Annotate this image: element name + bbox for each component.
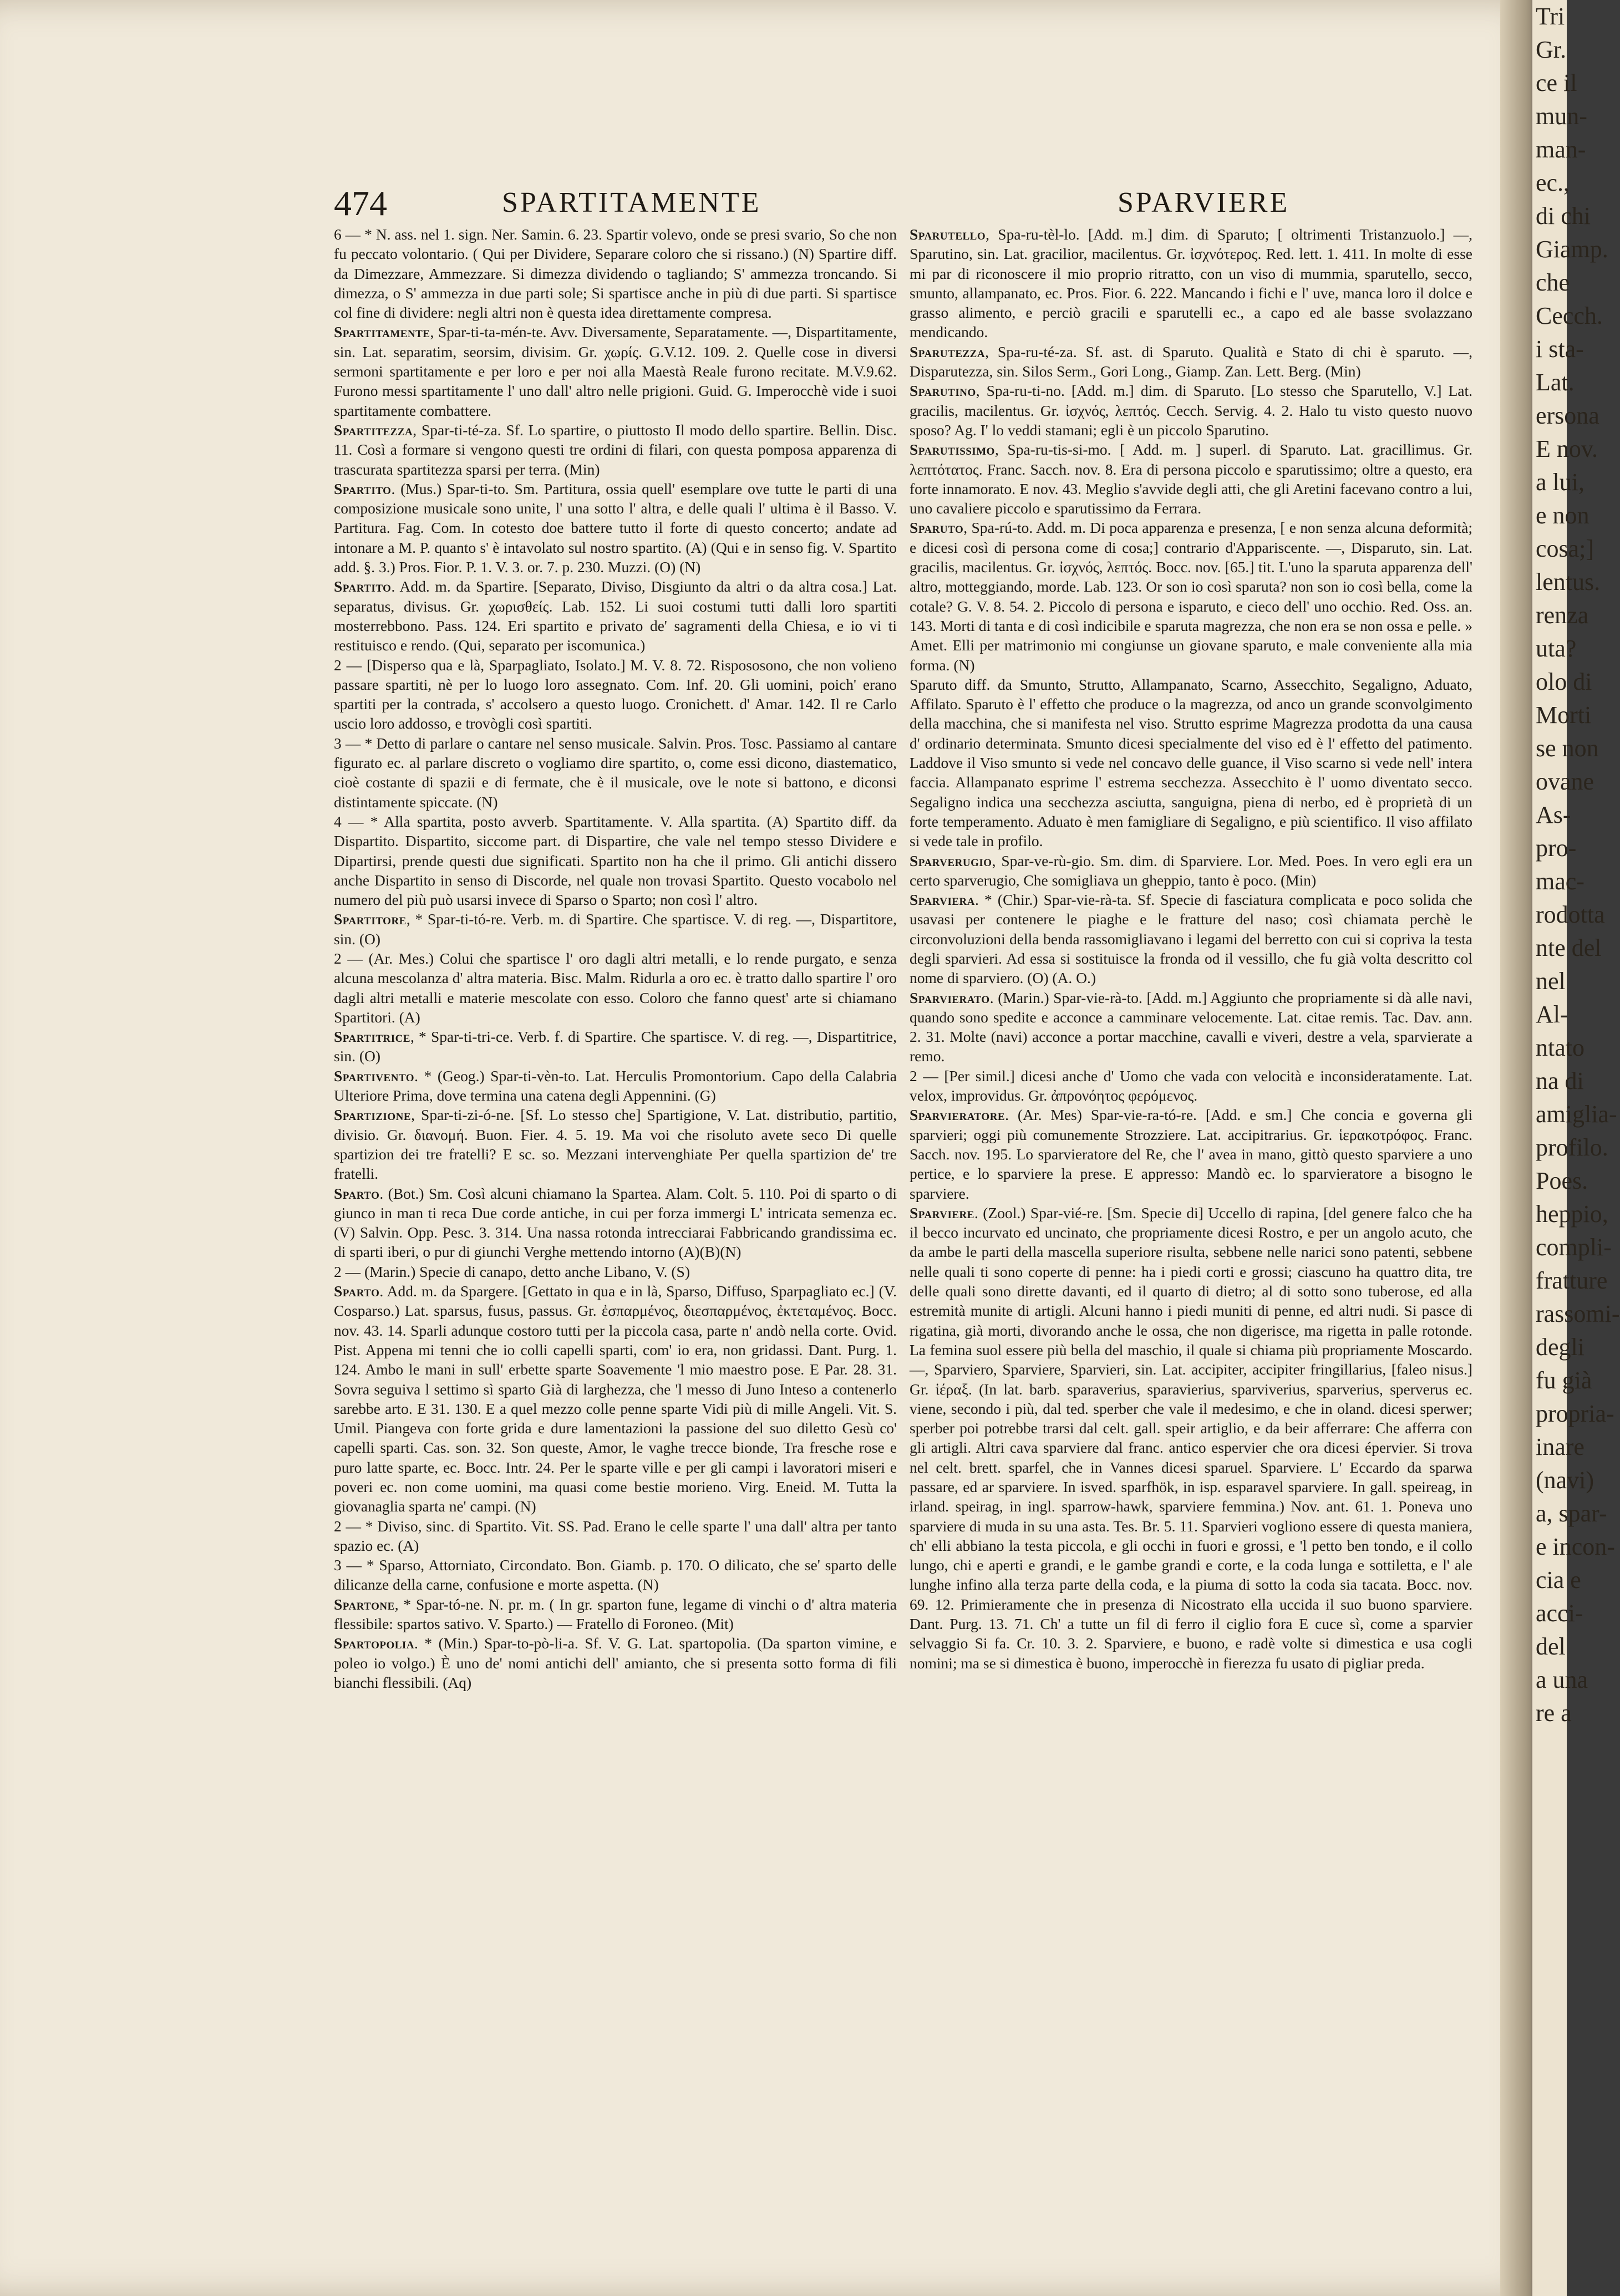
entry-text: . (Mus.) Spar-ti-to. Sm. Partitura, ossia quell' esemplare ove tutte le parti di una composizione musicale sono unite, l' una sotto l' altra, e delle quali l' ultima è il Basso. V. Partitura. Fag. Com. In cotesto doe battere tutto il forte di questo concerto; andate ad intonare a M. P. quanto s' è intavolato sul nostro spartito. (A) (Qui e in senso fig. V. Spartito add. §. 3.) Pros. Fior. P. 1. V. 3. or. 7. p. 230. Muzzi. (O) (N) xyxy=(334,480,897,576)
next-page-fragment: heppio, xyxy=(1536,1200,1608,1228)
next-page-fragment: profilo. xyxy=(1536,1134,1608,1161)
next-page-fragment: inare xyxy=(1536,1433,1585,1460)
next-page-fragment: e non xyxy=(1536,502,1589,529)
entry-text: 6 — * N. ass. nel 1. sign. Ner. Samin. 6. 23. Spartir volevo, onde se presi svario, So che non fu peccato volontario. ( Qui per Dividere, Separare coloro che si rissano.) (N) Spartire diff. da Dimezzare, Ammezzare. Si dimezza dividendo o tagliando; S' ammezza troncando. Si dimezza, o S' ammezza in due parti sole; Si spartisce anche in più di due parti. Si spartisce col fine di dividere: negli altri non è questa idea direttamente compresa. xyxy=(334,226,897,322)
dictionary-entry xyxy=(334,1184,897,1262)
next-page-fragment: ce il xyxy=(1536,69,1577,96)
next-page-fragment: propria- xyxy=(1536,1400,1614,1427)
dictionary-entry xyxy=(334,1105,897,1183)
entry-headword: Sparutissimo xyxy=(910,441,995,459)
entry-text: , Spa-rú-to. Add. m. Di poca apparenza e presenza, [ e non senza alcuna deformità; e dicesi così di persona come di cosa;] contrario d'Appariscente. —, Disparuto, sin. Lat. gracilis, macilentus. Gr. ἰσχνός, λεπτός. Bocc. nov. [65.] tit. L'uno la sparuta apparenza dell' altro, motteggiando, morde. Lab. 123. Or son io così sparuta? non son io così bella, come la cotale? G. V. 8. 54. 2. Piccolo di persona e isparuto, e cieco dell' uno occhio. Red. Oss. an. 143. Morti di tanta e di così indicibile e sparuta magrezza, che non era se non ossa e pelle. » Amet. Elli per matrimonio mi congiunse un giovane sparuto, e male conveniente alla mia forma. (N) xyxy=(910,519,1472,674)
dictionary-entry xyxy=(910,890,1472,987)
next-page-fragment: amiglia- xyxy=(1536,1101,1617,1128)
entry-text: , Spar-ti-ta-mén-te. Avv. Diversamente, Separatamente. —, Dispartitamente, sin. Lat. separatim, seorsim, divisim. Gr. χωρίς. G.V.12. 109. 2. Quelle cose in diversi sermoni spartitamente e per loro e per noi alla Maestà Reale furono recitate. M.V.9.62. Furono messi spartitamente l' uno dall' altro nelle prigioni. Guid. G. Imperocchè vide i suoi spartitamente combattere. xyxy=(334,323,897,419)
next-page-fragment: Cecch. xyxy=(1536,302,1603,329)
entry-headword: Sparvieratore xyxy=(910,1106,1005,1124)
next-page-fragment: a, spar- xyxy=(1536,1500,1607,1527)
next-page-fragment: acci- xyxy=(1536,1600,1583,1627)
dictionary-entry xyxy=(334,1516,897,1556)
running-head-left: SPARTITAMENTE xyxy=(502,187,761,218)
next-page-fragment: a una xyxy=(1536,1666,1588,1693)
dictionary-entry xyxy=(334,655,897,734)
next-page-fragment: uta? xyxy=(1536,635,1577,662)
entry-headword: Spartitore xyxy=(334,910,407,928)
right-column xyxy=(910,225,1472,1988)
next-page-fragment: rodotta xyxy=(1536,901,1605,928)
dictionary-entry xyxy=(910,440,1472,518)
next-page-fragment: mac- xyxy=(1536,868,1585,895)
dictionary-entry xyxy=(334,1027,897,1066)
entry-text: . * (Min.) Spar-to-pò-li-a. Sf. V. G. Lat. spartopolia. (Da sparton vimine, e poleo io volgo.) È uno de' nomi antichi dell' amianto, che si presenta sotto forma di fili bianchi flessibili. (Aq) xyxy=(334,1635,897,1691)
entry-headword: Sparviere xyxy=(910,1204,974,1221)
dictionary-entry xyxy=(334,1281,897,1516)
dictionary-entry xyxy=(334,1633,897,1692)
entry-headword: Sparutino xyxy=(910,382,976,400)
entry-text: , Spa-ru-tis-si-mo. [ Add. m. ] superl. di Sparuto. Lat. gracillimus. Gr. λεπτότατος. Franc. Sacch. nov. 8. Era di persona piccolo e sparutissimo; oltre a questo, era forte innamorato. E nov. 43. Meglio s'avvide degli atti, che gli Aretini facevano contro a lui, uno cavaliere piccolo e sparutissimo da Ferrara. xyxy=(910,441,1472,517)
entry-text: 2 — (Marin.) Specie di canapo, detto anche Libano, V. (S) xyxy=(334,1262,690,1280)
next-page-fragment: di chi xyxy=(1536,202,1591,230)
next-page-edge xyxy=(1531,0,1620,2296)
next-page-fragment: che xyxy=(1536,269,1570,296)
dictionary-entry xyxy=(910,518,1472,674)
entry-headword: Spartito xyxy=(334,480,392,497)
entry-text: , * Spar-tó-ne. N. pr. m. ( In gr. sparton fune, legame di vinchi o d' altra materia flessibile: spartos sativo. V. Sparto.) — Fratello di Foroneo. (Mit) xyxy=(334,1595,897,1633)
dictionary-entry xyxy=(334,734,897,812)
dictionary-entry xyxy=(334,909,897,949)
page-header xyxy=(0,183,1442,227)
next-page-fragment: Poes. xyxy=(1536,1167,1588,1194)
next-page-fragment: se non xyxy=(1536,735,1599,762)
next-page-fragment: cosa;] xyxy=(1536,535,1594,562)
entry-text: . (Marin.) Spar-vie-rà-to. [Add. m.] Aggiunto che propriamente si dà alle navi, quando sono spedite e acconce a camminare velocemente. Lat. citae remis. Tac. Dav. ann. 2. 31. Molte (navi) acconce a portar macchine, cavalli e viveri, destre a vela, sparvierate a remo. xyxy=(910,989,1472,1065)
entry-text: . (Bot.) Sm. Così alcuni chiamano la Spartea. Alam. Colt. 5. 110. Poi di sparto o di giunco in man ti reca Due corde antiche, in cui per forza immergi L' intricata semenza ec. (V) Salvin. Opp. Pesc. 3. 314. Una nassa rotonda intrecciarai Fabbricando grandissima ec. di sparti iberi, o pur di giunchi Verghe mettendo intorno (A)(B)(N) xyxy=(334,1184,897,1261)
dictionary-entry xyxy=(910,1066,1472,1106)
next-page-fragment: cia e xyxy=(1536,1566,1581,1594)
next-page-fragment: renza xyxy=(1536,602,1589,629)
next-page-fragment: mun- xyxy=(1536,103,1587,130)
next-page-fragment: (navi) xyxy=(1536,1467,1594,1494)
dictionary-entry xyxy=(910,988,1472,1066)
entry-headword: Spartivento xyxy=(334,1067,415,1085)
dictionary-entry xyxy=(910,1105,1472,1203)
next-page-fragment: E nov. xyxy=(1536,435,1598,462)
next-page-fragment: degli xyxy=(1536,1333,1585,1361)
entry-headword: Spartitamente xyxy=(334,323,430,341)
dictionary-entry xyxy=(910,1203,1472,1673)
entry-text: 2 — (Ar. Mes.) Colui che spartisce l' oro dagli altri metalli, e lo rende purgato, e senza alcuna mescolanza d' altra materia. Bisc. Malm. Ridurla a oro ec. è tratto dallo spartire l' oro dagli altri metalli e materie mescolate con esso. Coloro che fanno quest' arte si chiamano Spartitori. (A) xyxy=(334,949,897,1026)
entry-text: , Spar-ti-zi-ó-ne. [Sf. Lo stesso che] Spartigione, V. Lat. distributio, partitio, divisio. Gr. διανομή. Buon. Fier. 4. 5. 19. Ma voi che risoluto avete seco Di quelle spartizion dei tre fratelli? E sc. so. Mezzani intervenghiate Per quella spartizion de' tre fratelli. xyxy=(334,1106,897,1183)
entry-text: , Spar-ti-té-za. Sf. Lo spartire, o piuttosto Il modo dello spartire. Bellin. Disc. 11. Così a formare si vengono questi tre ordini di filari, con questa pomposa apparenza di trascurata spartitezza sparsi per terra. (Min) xyxy=(334,421,897,478)
entry-text: 3 — * Detto di parlare o cantare nel senso musicale. Salvin. Pros. Tosc. Passiamo al cantare figurato ec. al parlare discreto o vogliamo dire spartito, o, come essi dicono, diastematico, cioè costante di spazii e di fermate, che è il musicale, ove le note si battono, e diconsi distintamente spiccate. (N) xyxy=(334,734,897,811)
next-page-fragment: ovane xyxy=(1536,768,1594,795)
dictionary-entry xyxy=(334,1595,897,1634)
next-page-fragment: ersona xyxy=(1536,402,1599,429)
entry-headword: Spartitezza xyxy=(334,421,413,439)
entry-headword: Sparto xyxy=(334,1184,380,1202)
next-page-fragment: e incon- xyxy=(1536,1533,1615,1560)
entry-text: 2 — [Per simil.] dicesi anche d' Uomo che vada con velocità e inconsideratamente. Lat. velox, improvidus. Gr. ἀπρονόητος φερόμενος. xyxy=(910,1067,1472,1104)
dictionary-entry xyxy=(334,812,897,909)
next-page-fragment: lentus. xyxy=(1536,568,1601,595)
running-head-right: SPARVIERE xyxy=(1118,187,1290,218)
dictionary-entry xyxy=(910,342,1472,381)
next-page-fragment: del xyxy=(1536,1633,1566,1660)
dictionary-entry xyxy=(910,381,1472,440)
entry-headword: Sparverugio xyxy=(910,852,992,869)
dictionary-entry xyxy=(910,851,1472,890)
next-page-fragment: ec., xyxy=(1536,169,1570,196)
next-page-fragment: fratture xyxy=(1536,1267,1608,1294)
entry-text: , * Spar-ti-tó-re. Verb. m. di Spartire. Che spartisce. V. di reg. —, Dispartitore, sin. (O) xyxy=(334,910,897,948)
entry-text: 2 — [Disperso qua e là, Sparpagliato, Isolato.] M. V. 8. 72. Rispososono, che non volieno passare spartiti, nè per lo luogo loro assegnato. Com. Inf. 20. Gli uomini, poich' erano spartiti per la contrada, s' accolsero a questo luogo. Cronichett. d' Amar. 142. Il re Carlo uscio loro addosso, e trovògli così spartiti. xyxy=(334,656,897,732)
next-page-fragment: re a xyxy=(1536,1699,1572,1727)
entry-headword: Sparto xyxy=(334,1282,380,1300)
entry-text: 2 — * Diviso, sinc. di Spartito. Vit. SS. Pad. Erano le celle sparte l' una dall' altra per tanto spazio ec. (A) xyxy=(334,1517,897,1554)
entry-headword: Sparuto xyxy=(910,519,964,537)
entry-text: . (Ar. Mes) Spar-vie-ra-tó-re. [Add. e sm.] Che concia e governa gli sparvieri; oggi più comunemente Strozziere. Lat. accipitrarius. Gr. ἱερακοτρόφος. Franc. Sacch. nov. 195. Lo sparvieratore del Re, che l' avea in mano, gittò questo sparviere a uno pertice, e lo sparviere la prese. E appresso: Mandò ec. lo sparvieratore a bisogno le sparviere. xyxy=(910,1106,1472,1202)
dictionary-entry xyxy=(334,577,897,655)
entry-text: , * Spar-ti-tri-ce. Verb. f. di Spartire. Che spartisce. V. di reg. —, Dispartitrice, sin. (O) xyxy=(334,1028,897,1065)
next-page-fragment: As- xyxy=(1536,801,1571,828)
dictionary-entry xyxy=(910,675,1472,851)
entry-text: Sparuto diff. da Smunto, Strutto, Allampanato, Scarno, Assecchito, Segaligno, Aduato, Affilato. Sparuto è l' effetto che produce o la magrezza, od anco un grande sconvolgimento della macchina, che si manifesta nel viso. Strutto esprime Magrezza prodotta da una causa d' ordinario determinata. Smunto dicesi specialmente del viso ed è l' effetto del patimento. Laddove il Viso smunto si vede nel concavo delle guance, il Viso scarno si vede nell' intera faccia. Allampanato esprime l' estrema secchezza. Assecchito è l' uomo diventato secco. Segaligno indica una secchezza asciutta, sanguigna, piena di nerbo, ed è proprietà di un forte temperamento. Aduato è men famigliare di Segaligno, e più scientifico. Il viso affilato si vede tale in profilo. xyxy=(910,675,1472,850)
next-page-fragment: rassomi- xyxy=(1536,1300,1620,1327)
entry-text: . Add. m. da Spargere. [Gettato in qua e in là, Sparso, Diffuso, Sparpagliato ec.] (V. Cosparso.) Lat. sparsus, fusus, passus. Gr. ἐσπαρμένος, διεσπαρμένος, ἐκτεταμένος. Bocc. nov. 43. 14. Sparli adunque costoro tutti per la piccola casa, parte n' andò nella corte. Ovid. Pist. Appena mi tenni che io colli capelli sparti, com' io era, non gridassi. Dant. Purg. 1. 124. Ambo le mani in sull' erbette sparte Soavemente 'l mio maestro pose. E Par. 28. 31. Sovra seguiva l settimo sì sparto Già di larghezza, che 'l messo di Juno Inteso a contenerlo sarebbe arto. E 31. 130. E a quel mezzo colle penne sparte Vidi più di mille Angeli. Vit. S. Umil. Piangeva con forte grida e dure lamentazioni la passione del suo diletto Gesù co' capelli sparti. Cas. son. 32. Son queste, Amor, le vaghe trecce bionde, Tra fresche rose e puro latte sparte, ec. Bocc. Intr. 24. Per le sparte ville e per gli campi i lavoratori miseri e poveri ec. non come uomini, ma quasi come bestie morieno. Virg. Eneid. M. Tutta la giovanaglia sparta ne' campi. (N) xyxy=(334,1282,897,1515)
next-page-fragment: a lui, xyxy=(1536,469,1585,496)
entry-text: . * (Chir.) Spar-vie-rà-ta. Sf. Specie di fasciatura complicata e poco solida che usavasi per contenere le piaghe e le fratture del naso; così chiamata perchè le circonvoluzioni della benda rassomigliavano i legami del berretto con cui si copriva la testa degli sparvieri. Ad essa si sostituisce la fronda od il vessillo, che fu già volta descritto col nome di sparviero. (O) (A. O.) xyxy=(910,891,1472,987)
entry-text: . * (Geog.) Spar-ti-vèn-to. Lat. Herculis Promontorium. Capo della Calabria Ulteriore Prima, dove termina una catena degli Appennini. (G) xyxy=(334,1067,897,1104)
next-page-fragment: compli- xyxy=(1536,1234,1612,1261)
dictionary-entry xyxy=(334,949,897,1027)
dictionary-entry xyxy=(334,1555,897,1595)
entry-text: 4 — * Alla spartita, posto avverb. Spartitamente. V. Alla spartita. (A) Spartito diff. da Dispartito. Dispartito, siccome part. di Dispartire, che vale nel tempo stesso Dividere e Dipartirsi, prende questi due significati. Spartito non ha che il primo. Gli antichi dissero anche Dispartito in senso di Discorde, nel quale non trovasi Spartito. Questo vocabolo nel numero del più può usarsi invece di Sparso o Sparto; non così l' altro. xyxy=(334,812,897,909)
entry-headword: Sparvierato xyxy=(910,989,990,1006)
left-column xyxy=(334,225,897,1988)
entry-text: . (Zool.) Spar-vié-re. [Sm. Specie di] Uccello di rapina, [del genere falco che ha il becco incurvato ed uncinato, che propriamente dicesi Rostro, e per un angolo acuto, che da ambe le parti della mascella superiore risulta, sebbene nelle narici sono patenti, sebbene nelle quali ti sono coperte di penne: ha i piedi corti e grossi; ciascuno ha quattro dita, tre delle quali sono dirette davanti, ed il quarto di dietro; al di sotto sono tuberose, ed alla estremità munite di artigli. Alcuni hanno i piedi muniti di penne, ed altri nudi. Si pasce di rigatina, già morti, divorando anche le ossa, che non digerisce, ma rigetta in palle rotonde. La femina suol essere più bella del maschio, il quale si chiama più propriamente Moscardo. —, Sparviero, Sparviere, Sparvieri, sin. Lat. accipiter, accipiter fringillarius, [faleo nisus.] Gr. ἱέραξ. (In lat. barb. sparaverius, sparavierius, sparviverius, sparverius, sperverus ec. viene, secondo i più, dal ted. sperber che vale il medesimo, e che in oland. dicesi sperwer; sperber poi potrebbe trarsi dal celt. gall. speir artiglio, e da beir afferrare: Che afferra con gli artigli. Altri cava sparviere dal franc. antico espervier che ora dicesi épervier. Si trova nel celt. brett. sparfel, che in Vannes dicesi sparuel. Sparviere. L' Eccardo da sparwa passare, ed ar sparviere. In isved. sparfhök, in isp. esparavel sparviere. In gall. speireag, in irland. speirag, in ingl. sparrow-hawk, sparviere femmina.) Nov. ant. 61. 1. Poneva uno sparviere di muda in su una asta. Tes. Br. 5. 11. Sparvieri vogliono essere di questa maniera, ch' elli abbiano la testa piccola, e gli occhi in fuori e grossi, e 'l petto ben tondo, e il collo lungo, chi e aperti e grandi, e le gambe grandi e corte, e la coda lunga e sottiletta, e l' ale lunghe infino alla terza parte della coda, e la piuma di sotto la coda sia tacata. Bocc. nov. 69. 12. Primieramente che in presenza di Nicostrato ella uccida il suo buono sparviere. Dant. Purg. 13. 71. Ch' a tutte un fil di ferro il ciglio fora E cuce sì, come a sparvier selvaggio Si fa. Cr. 10. 3. 2. Sparviere, e buono, e radè volte si dimestica e usa cogli nomini; ma se si dimestica è buono, imperocchè in fierezza fu usato di pigliar preda. xyxy=(910,1204,1472,1672)
entry-headword: Sparutello xyxy=(910,226,986,243)
entry-headword: Sparutezza xyxy=(910,343,986,360)
dictionary-entry xyxy=(334,479,897,577)
next-page-fragment: olo di xyxy=(1536,668,1592,695)
entry-headword: Spartone xyxy=(334,1595,395,1613)
next-page-fragment: ntato xyxy=(1536,1034,1585,1061)
next-page-fragment: na di xyxy=(1536,1067,1584,1094)
entry-headword: Spartito xyxy=(334,578,392,595)
entry-text: 3 — * Sparso, Attorniato, Circondato. Bon. Giamb. p. 170. O dilicato, che se' sparto delle dilicanze della carne, confusione e morte aspetta. (N) xyxy=(334,1556,897,1594)
entry-text: , Spa-ru-ti-no. [Add. m.] dim. di Sparuto. [Lo stesso che Sparutello, V.] Lat. gracilis, macilentus. Gr. ἰσχνός, λεπτός. Cecch. Servig. 4. 2. Halo tu visto questo nuovo sposo? Ag. I' lo veddi stamani; egli è un piccolo Sparutino. xyxy=(910,382,1472,439)
next-page-fragment: pro- xyxy=(1536,834,1577,862)
entry-text: , Spar-ve-rù-gio. Sm. dim. di Sparviere. Lor. Med. Poes. In vero egli era un certo sparverugio, Che somigliava un gheppio, tanto è poco. (Min) xyxy=(910,852,1472,889)
page-number: 474 xyxy=(334,184,387,223)
entry-headword: Sparviera xyxy=(910,891,975,909)
next-page-fragment: nte del xyxy=(1536,934,1602,961)
entry-text: , Spa-ru-té-za. Sf. ast. di Sparuto. Qualità e Stato di chi è sparuto. —, Disparutezza, sin. Silos Serm., Gori Long., Giamp. Zan. Lett. Berg. (Min) xyxy=(910,343,1472,380)
next-page-fragment: Giamp. xyxy=(1536,236,1608,263)
next-page-fragment: fu già xyxy=(1536,1367,1592,1394)
next-page-fragment: nel xyxy=(1536,968,1566,995)
next-page-fragment: Gr. xyxy=(1536,36,1566,63)
next-page-fragment: i sta- xyxy=(1536,335,1584,363)
entry-text: , Spa-ru-tèl-lo. [Add. m.] dim. di Sparuto; [ oltrimenti Tristanzuolo.] —, Sparutino, sin. Lat. gracilior, macilentus. Gr. ἰσχνότερος. Red. lett. 1. 411. In molte di esse mi par di riconoscere il mio proprio ritratto, con un viso di mummia, sparutello, secco, smunto, allampanato, ec. Pros. Fior. 6. 222. Mancando i fichi e l' uve, manca loro il dolce e grasso alimento, e perciò gracili e sparutelli ec., a capo ed ale basse svolazzano mendicando. xyxy=(910,226,1472,341)
dictionary-entry xyxy=(334,1262,897,1281)
next-page-fragment: Morti xyxy=(1536,701,1592,729)
next-page-fragment: Al- xyxy=(1536,1001,1568,1028)
next-page-fragment: Tri xyxy=(1536,3,1565,30)
dictionary-entry xyxy=(910,225,1472,342)
dictionary-entry xyxy=(334,225,897,322)
entry-headword: Spartizione xyxy=(334,1106,412,1124)
next-page-fragment: Lat. xyxy=(1536,369,1575,396)
dictionary-entry xyxy=(334,1066,897,1106)
entry-text: . Add. m. da Spartire. [Separato, Diviso, Disgiunto da altri o da altra cosa.] Lat. separatus, divisus. Gr. χωρισθείς. Lab. 152. Li suoi costumi tutti dalli loro spartiti mosterrebbono. Pass. 124. Eri spartito e privato de' sagramenti della Chiesa, e io vi ti restituisco e rendo. (Qui, separato per iscomunica.) xyxy=(334,578,897,654)
entry-headword: Spartopolia xyxy=(334,1635,415,1652)
dictionary-entry xyxy=(334,322,897,420)
dictionary-entry xyxy=(334,420,897,479)
entry-headword: Spartitrice xyxy=(334,1028,411,1046)
next-page-fragment: man- xyxy=(1536,136,1586,163)
